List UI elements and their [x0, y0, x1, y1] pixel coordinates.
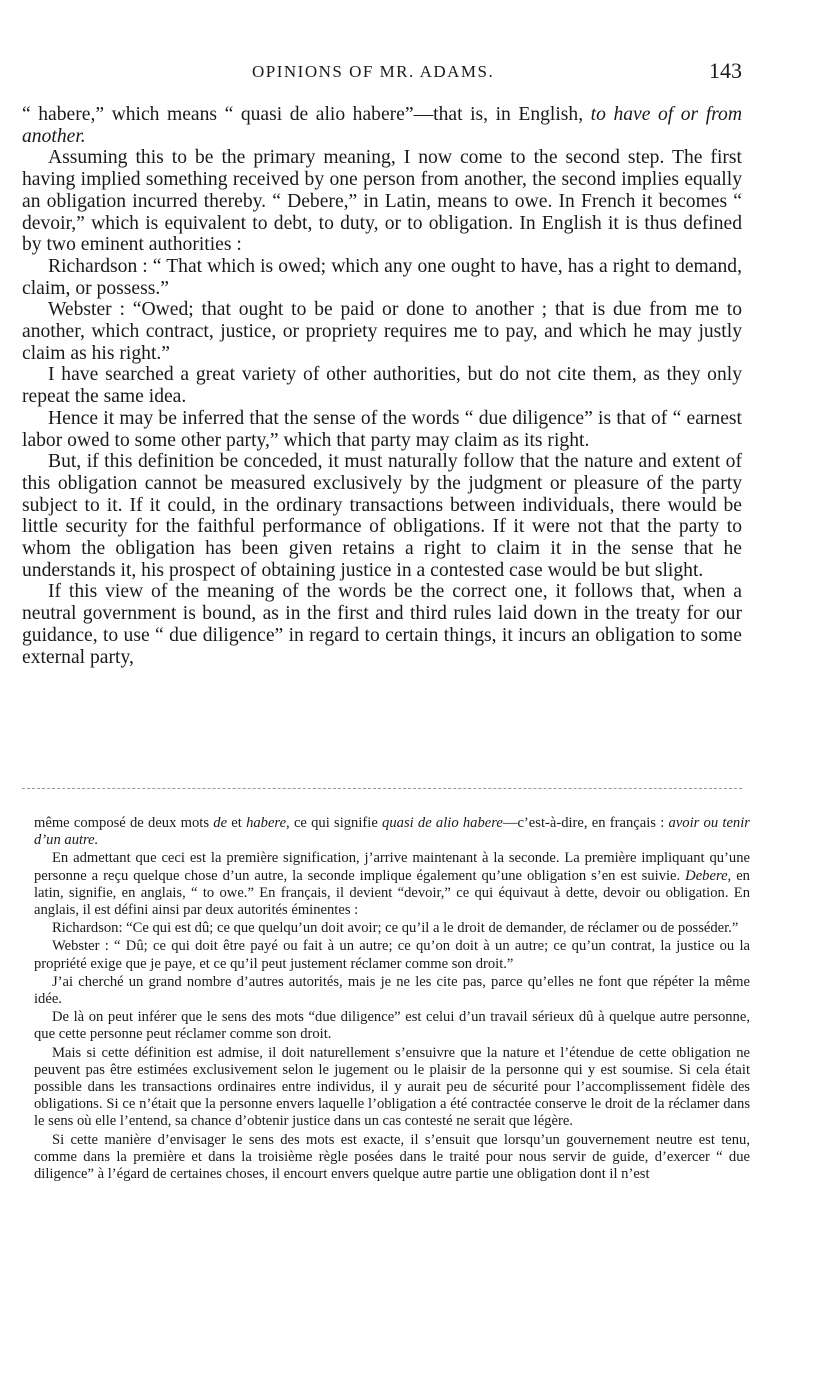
page-number: 143: [709, 58, 742, 83]
paragraph: I have searched a great variety of other authorities, but do not cite them, as they only repeat the same idea.: [22, 364, 742, 408]
paragraph: Assuming this to be the primary meaning, I now come to the second step. The first having implied something received by one person from another, the second implies equally an obligation incurred thereby. “ Debere,” in Latin, means to owe. In French it becomes “ devoir,” which is equivalent to debt, to duty, or to obligation. In English it is thus defined by two eminent authorities :: [22, 147, 742, 256]
footnote-text: [34, 815, 750, 1184]
text-run: en latin, signifie, en anglais, “ to owe.” En français, il devient “devoir,” ce qui équivaut à dette, devoir ou obligation. En anglais, il est défini ainsi par deux autorités éminentes :: [34, 867, 750, 919]
italic-text-run: avoir ou tenir d’un autre.: [34, 815, 750, 849]
paragraph: Richardson : “ That which is owed; which any one ought to have, has a right to demand, claim, or possess.”: [22, 255, 742, 299]
footnote-separator: [22, 788, 742, 789]
text-run: même composé de deux mots: [34, 815, 214, 831]
footnote-paragraph: Si cette manière d’envisager le sens des mots est exacte, il s’ensuit que lorsqu’un gouvernement neutre est tenu, comme dans la première et dans la troisième règle posées dans le traité pour nous servir de guide, d’exercer “ due diligence” à l’égard de certaines choses, il encourt envers quelque autre partie une obligation dont il n’est: [34, 1131, 750, 1183]
paragraph: If this view of the meaning of the words be the correct one, it follows that, when a neutral government is bound, as in the first and third rules laid down in the treaty for our guidance, to use “ due diligence” in regard to certain things, it incurs an obligation to some external party,: [22, 581, 742, 668]
paragraph: Hence it may be inferred that the sense of the words “ due diligence” is that of “ earnest labor owed to some other party,” which that party may claim as its right.: [22, 407, 742, 451]
text-run: et: [227, 815, 247, 831]
paragraph: But, if this definition be conceded, it must naturally follow that the nature and extent of this obligation cannot be measured exclusively by the judgment or pleasure of the party subject to it. If it could, in the ordinary transactions between individuals, there would be little security for the faithful performance of obligations. If it were not that the party to whom the obligation has been given retains a right to claim it in the sense that he understands it, his prospect of obtaining justice in a contested case would be but slight.: [22, 451, 742, 581]
text-run: ce qui signifie: [289, 815, 383, 831]
paragraph: [22, 104, 742, 147]
footnote-paragraph: Richardson: “Ce qui est dû; ce que quelqu’un doit avoir; ce qu’il a le droit de demander, de réclamer ou de posséder.”: [52, 920, 739, 937]
footnote-paragraph: [34, 815, 750, 849]
italic-text-run: de: [213, 815, 228, 831]
footnote-paragraph: De là on peut inférer que le sens des mots “due diligence” est celui d’un travail sérieux dû à quelque autre personne, que cette personne peut réclamer comme son droit.: [34, 1009, 750, 1043]
text-run: “ habere,” which means “ quasi de alio habere”—that is, in English,: [22, 104, 591, 125]
italic-text-run: habere,: [246, 815, 290, 831]
italic-text-run: Debere,: [685, 867, 732, 884]
footnote-paragraph: J’ai cherché un grand nombre d’autres autorités, mais je ne les cite pas, parce qu’elles ne font que répéter la même idée.: [34, 973, 750, 1008]
main-text: [22, 104, 742, 668]
italic-text-run: quasi de alio habere: [382, 815, 503, 831]
text-run: —c’est-à-dire, en français :: [502, 815, 669, 831]
text-run: En admettant que ceci est la première signification, j’arrive maintenant à la seconde. La première impliquant qu’une personne a reçu quelque chose d’un autre, la seconde implique également qu’une obligation s’en est suivie.: [34, 850, 750, 884]
footnote-paragraph: [34, 850, 750, 919]
footnote-paragraph: Webster : “ Dû; ce qui doit être payé ou fait à un autre; ce qu’on doit à un autre; ce qu’un contrat, la justice ou la propriété exige que je paye, et ce qu’il peut justement réclamer comme son droit.”: [34, 938, 750, 972]
italic-text-run: to have of or from another.: [22, 104, 742, 147]
running-head: OPINIONS OF MR. ADAMS.: [252, 62, 495, 81]
paragraph: Webster : “Owed; that ought to be paid or done to another ; that is due from me to another, which contract, justice, or propriety requires me to pay, and which he may justly claim as his right.”: [22, 299, 742, 364]
page-header: [22, 58, 742, 88]
footnote-paragraph: Mais si cette définition est admise, il doit naturellement s’ensuivre que la nature et l’étendue de cette obligation ne peuvent pas être estimées exclusivement selon le jugement ou le plaisir de la personne qui y est soumise. Si cela était possible dans les transactions ordinaires entre individus, il y aurait peu de sécurité pour l’accomplissement fidèle des obligations. Si ce n’était que la personne envers laquelle l’obligation a été contractée conserve le droit de la réclamer dans le sens où elle l’entend, sa chance d’obtenir justice dans un cas contesté ne serait que légère.: [34, 1044, 750, 1130]
